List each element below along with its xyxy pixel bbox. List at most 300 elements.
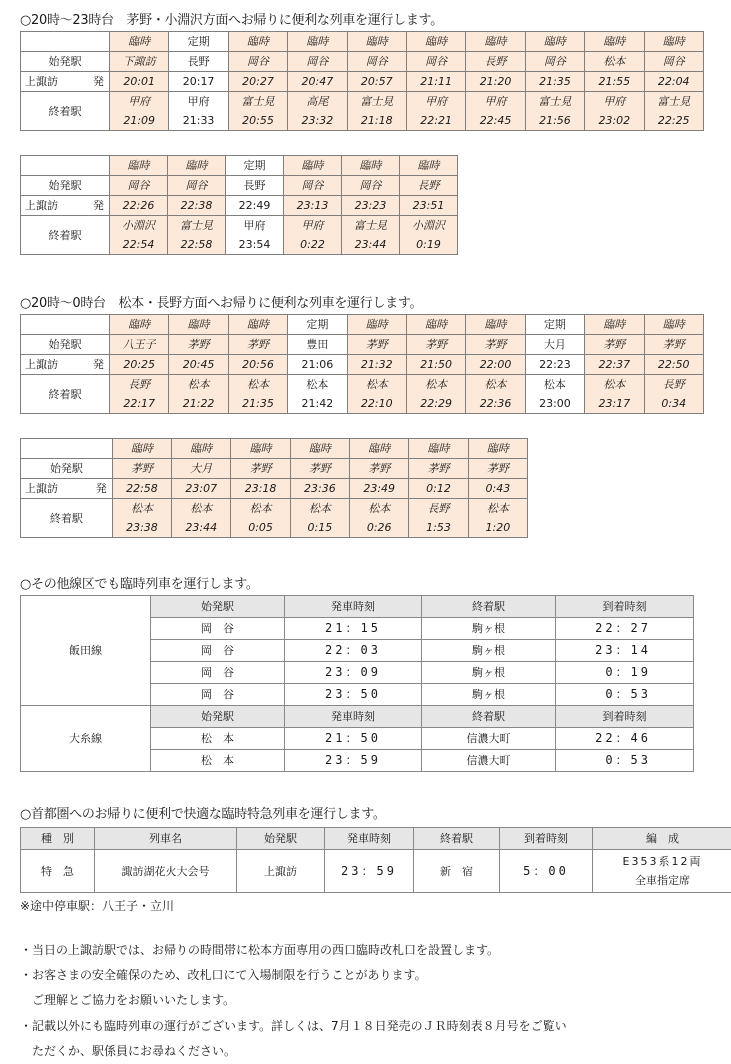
destination-cell (347, 375, 406, 414)
type-cell: 臨時 (110, 156, 168, 176)
destination-station: 富士見 (360, 95, 394, 108)
timetable-kofu-direction-1 (20, 31, 704, 131)
destination-cell (644, 375, 703, 414)
origin-cell: 岡谷 (168, 176, 226, 196)
type-cell: 臨時 (406, 315, 465, 335)
origin-cell: 岡 谷 (151, 684, 285, 706)
destination-station: 富士見 (354, 219, 387, 232)
arrival-time: 21:33 (182, 114, 215, 127)
arrival-time: 21:35 (242, 397, 274, 410)
header-origin: 始発駅 (151, 596, 285, 618)
departure-cell: 0:43 (468, 479, 527, 499)
arrival-time: 1:53 (426, 521, 451, 534)
destination-station: 甲府 (243, 219, 266, 232)
row-origin (21, 52, 704, 72)
departure-cell: 20:25 (110, 355, 169, 375)
origin-cell: 松 本 (151, 750, 285, 772)
header-kind: 種 別 (21, 828, 95, 850)
departure-cell: 22:26 (110, 196, 168, 216)
arrival-time: 0:05 (248, 521, 273, 534)
notice-other-trains: ・記載以外にも臨時列車の運行がございます。詳しくは、7月１８日発売のＪＲ時刻表８月号をご覧い (20, 1019, 567, 1033)
departure-suffix: 発 (95, 482, 107, 495)
destination-station: 松本 (249, 502, 272, 515)
type-cell: 臨時 (110, 315, 169, 335)
destination-cell (112, 499, 171, 538)
arrival-time: 23:44 (354, 238, 387, 251)
arrival-time: 22:10 (360, 397, 393, 410)
destination-cell (406, 375, 465, 414)
type-cell: 臨時 (290, 439, 349, 459)
arrival-time: 22:36 (479, 397, 512, 410)
arrival-time: 21:18 (360, 114, 393, 127)
destination-station: 松本 (543, 378, 566, 391)
departure-cell: 22:37 (585, 355, 644, 375)
origin-cell: 岡 谷 (151, 640, 285, 662)
arrival-time: 21:09 (123, 114, 156, 127)
origin-cell: 上諏訪 (237, 850, 325, 893)
row-destination (21, 499, 528, 538)
destination-station: 甲府 (603, 95, 626, 108)
departure-cell: 23：59 (325, 850, 414, 893)
type-cell: 臨時 (172, 439, 231, 459)
arrival-time: 23:32 (301, 114, 334, 127)
limited-express-table (20, 827, 731, 893)
origin-cell: 茅野 (347, 335, 406, 355)
arrival-time: 23:44 (185, 521, 218, 534)
destination-station: 甲府 (128, 95, 151, 108)
arrival-time: 0:15 (307, 521, 333, 534)
line-name-iida: 飯田線 (21, 596, 151, 706)
origin-label: 始発駅 (21, 176, 110, 196)
destination-station: 富士見 (538, 95, 572, 108)
destination-cell (400, 216, 458, 255)
type-cell: 定期 (525, 315, 584, 335)
departure-cell: 21:11 (406, 72, 465, 92)
departure-cell: 20:47 (288, 72, 347, 92)
destination-cell (110, 92, 169, 131)
departure-cell: 22:49 (226, 196, 284, 216)
departure-cell: 23：09 (285, 662, 422, 684)
origin-cell: 茅野 (350, 459, 409, 479)
row-origin (21, 459, 528, 479)
corner-cell (21, 439, 113, 459)
destination-label: 終着駅 (21, 499, 113, 538)
destination-station: 松本 (246, 378, 269, 391)
destination-cell (226, 216, 284, 255)
row-origin (21, 176, 458, 196)
row-type (21, 439, 528, 459)
arrival-time: 0:34 (661, 397, 687, 410)
iida-header-row (21, 596, 694, 618)
destination-cell (110, 216, 168, 255)
timetable-kofu-direction-2 (20, 155, 458, 255)
departure-cell: 22:58 (112, 479, 171, 499)
departure-label (21, 479, 113, 499)
type-cell: 臨時 (347, 32, 406, 52)
departure-cell: 22：03 (285, 640, 422, 662)
arrival-time: 22:17 (123, 397, 156, 410)
header-row (21, 828, 731, 850)
arrival-time: 22:54 (122, 238, 155, 251)
row-origin (21, 335, 704, 355)
destination-station: 長野 (662, 378, 685, 391)
origin-cell: 茅野 (406, 335, 465, 355)
arrival-time: 23:02 (598, 114, 631, 127)
departure-cell: 22:50 (644, 355, 703, 375)
timetable-matsumoto-direction-2 (20, 438, 528, 538)
destination-cell (228, 375, 287, 414)
destination-station: 富士見 (657, 95, 691, 108)
destination-cell (168, 216, 226, 255)
header-destination: 終着駅 (422, 706, 556, 728)
departure-station: 上諏訪 (25, 75, 58, 88)
destination-cell (585, 375, 644, 414)
destination-cell: 駒ヶ根 (422, 684, 556, 706)
timetable-matsumoto-direction-1 (20, 314, 704, 414)
departure-cell: 20:17 (169, 72, 228, 92)
origin-cell: 大月 (172, 459, 231, 479)
departure-suffix: 発 (93, 358, 104, 371)
arrival-time: 21:22 (182, 397, 215, 410)
origin-cell: 茅野 (466, 335, 525, 355)
destination-station: 松本 (368, 502, 391, 515)
origin-cell: 長野 (466, 52, 525, 72)
departure-cell: 20:57 (347, 72, 406, 92)
destination-station: 松本 (187, 378, 210, 391)
origin-cell: 長野 (226, 176, 284, 196)
destination-station: 富士見 (180, 219, 213, 232)
destination-station: 松本 (425, 378, 448, 391)
destination-cell (169, 92, 228, 131)
header-departure: 発車時刻 (285, 596, 422, 618)
destination-station: 松本 (306, 378, 329, 391)
destination-station: 長野 (128, 378, 151, 391)
type-cell: 臨時 (350, 439, 409, 459)
departure-cell: 20:01 (110, 72, 169, 92)
departure-cell: 23:13 (284, 196, 342, 216)
type-cell: 臨時 (169, 315, 228, 335)
header-origin: 始発駅 (151, 706, 285, 728)
section1-heading: ○20時〜23時台 茅野・小淵沢方面へお帰りに便利な列車を運行します。 (20, 13, 443, 28)
destination-label: 終着駅 (21, 92, 110, 131)
destination-cell: 信濃大町 (422, 728, 556, 750)
departure-cell: 22:23 (525, 355, 584, 375)
origin-cell: 茅野 (231, 459, 290, 479)
type-cell: 臨時 (112, 439, 171, 459)
destination-cell (172, 499, 231, 538)
type-cell: 臨時 (466, 32, 525, 52)
departure-cell: 23:36 (290, 479, 349, 499)
row-departure (21, 355, 704, 375)
destination-cell (466, 375, 525, 414)
type-cell: 臨時 (644, 315, 703, 335)
row-type (21, 32, 704, 52)
origin-cell: 豊田 (288, 335, 347, 355)
arrival-time: 22:25 (657, 114, 690, 127)
type-cell: 臨時 (409, 439, 468, 459)
arrival-cell: 0：19 (556, 662, 694, 684)
departure-cell: 20:45 (169, 355, 228, 375)
departure-cell: 22:00 (466, 355, 525, 375)
arrival-cell: 23：14 (556, 640, 694, 662)
origin-cell: 岡谷 (342, 176, 400, 196)
other-lines-table (20, 595, 694, 772)
type-cell: 臨時 (644, 32, 703, 52)
departure-label (21, 355, 110, 375)
origin-cell: 茅野 (228, 335, 287, 355)
corner-cell (21, 315, 110, 335)
arrival-time: 0:22 (300, 238, 325, 251)
origin-cell: 岡谷 (228, 52, 287, 72)
row-type (21, 315, 704, 335)
type-cell: 臨時 (347, 315, 406, 335)
destination-station: 松本 (486, 502, 509, 515)
origin-cell: 茅野 (468, 459, 527, 479)
row-destination (21, 375, 704, 414)
origin-cell: 岡谷 (110, 176, 168, 196)
departure-cell: 21:50 (406, 355, 465, 375)
header-train-name: 列車名 (95, 828, 237, 850)
origin-cell: 岡 谷 (151, 662, 285, 684)
origin-cell: 下諏訪 (110, 52, 169, 72)
type-cell: 臨時 (288, 32, 347, 52)
arrival-time: 21:56 (539, 114, 571, 127)
departure-cell: 20:56 (228, 355, 287, 375)
corner-cell (21, 156, 110, 176)
type-cell: 臨時 (342, 156, 400, 176)
destination-cell (644, 92, 703, 131)
formation-seats: 全車指定席 (635, 874, 690, 887)
corner-cell (21, 32, 110, 52)
departure-cell: 22:38 (168, 196, 226, 216)
departure-cell: 22:04 (644, 72, 703, 92)
table-row (21, 850, 731, 893)
destination-cell (110, 375, 169, 414)
destination-station: 松本 (603, 378, 626, 391)
origin-cell: 茅野 (169, 335, 228, 355)
departure-cell: 23：59 (285, 750, 422, 772)
type-cell: 臨時 (168, 156, 226, 176)
type-cell: 臨時 (585, 32, 644, 52)
type-cell: 臨時 (468, 439, 527, 459)
row-departure (21, 479, 528, 499)
departure-label (21, 196, 110, 216)
departure-cell: 23:18 (231, 479, 290, 499)
destination-cell: 新 宿 (414, 850, 500, 893)
row-type (21, 156, 458, 176)
departure-cell: 0:12 (409, 479, 468, 499)
train-name-cell: 諏訪湖花火大会号 (95, 850, 237, 893)
notice-west-gate: ・当日の上諏訪駅では、お帰りの時間帯に松本方面専用の西口臨時改札口を設置します。 (20, 943, 500, 957)
destination-cell (169, 375, 228, 414)
destination-cell (284, 216, 342, 255)
header-departure: 発車時刻 (285, 706, 422, 728)
arrival-time: 23:00 (539, 397, 571, 410)
departure-station: 上諏訪 (25, 199, 58, 212)
type-cell: 臨時 (400, 156, 458, 176)
origin-cell: 茅野 (585, 335, 644, 355)
arrival-time: 0:19 (416, 238, 441, 251)
destination-station: 松本 (365, 378, 388, 391)
destination-cell (409, 499, 468, 538)
type-cell: 臨時 (228, 315, 287, 335)
origin-label: 始発駅 (21, 52, 110, 72)
destination-cell (342, 216, 400, 255)
row-departure (21, 196, 458, 216)
formation-cars: E353系12両 (622, 855, 703, 868)
arrival-time: 20:55 (242, 114, 274, 127)
type-cell: 定期 (226, 156, 284, 176)
row-destination (21, 92, 704, 131)
departure-cell: 23:07 (172, 479, 231, 499)
arrival-cell: 0：53 (556, 750, 694, 772)
arrival-time: 21:42 (301, 397, 334, 410)
arrival-time: 23:54 (238, 238, 271, 251)
departure-cell: 21:20 (466, 72, 525, 92)
type-cell: 臨時 (231, 439, 290, 459)
destination-cell (585, 92, 644, 131)
origin-cell: 岡 谷 (151, 618, 285, 640)
destination-cell (347, 92, 406, 131)
destination-station: 松本 (308, 502, 331, 515)
destination-cell: 駒ヶ根 (422, 618, 556, 640)
header-formation: 編 成 (593, 828, 731, 850)
type-cell: 臨時 (585, 315, 644, 335)
destination-cell: 駒ヶ根 (422, 640, 556, 662)
section4-heading: ○首都圏へのお帰りに便利で快適な臨時特急列車を運行します。 (20, 807, 386, 822)
arrival-time: 22:58 (180, 238, 213, 251)
arrival-time: 0:26 (366, 521, 392, 534)
arrival-cell: 22：27 (556, 618, 694, 640)
departure-suffix: 発 (93, 75, 104, 88)
header-arrival: 到着時刻 (556, 706, 694, 728)
section3-heading: ○その他線区でも臨時列車を運行します。 (20, 577, 259, 592)
destination-station: 松本 (484, 378, 507, 391)
type-cell: 臨時 (228, 32, 287, 52)
departure-cell: 23:49 (350, 479, 409, 499)
origin-cell: 岡谷 (288, 52, 347, 72)
destination-cell (525, 375, 584, 414)
destination-station: 松本 (190, 502, 213, 515)
line-name-oito: 大糸線 (21, 706, 151, 772)
destination-cell: 駒ヶ根 (422, 662, 556, 684)
destination-station: 富士見 (241, 95, 275, 108)
arrival-cell: 22：46 (556, 728, 694, 750)
type-cell: 臨時 (525, 32, 584, 52)
origin-cell: 岡谷 (525, 52, 584, 72)
formation-cell (593, 850, 731, 893)
notice-other-trains-cont: ただくか、駅係員にお尋ねください。 (20, 1044, 237, 1058)
departure-cell: 21:55 (585, 72, 644, 92)
row-departure (21, 72, 704, 92)
destination-cell (231, 499, 290, 538)
destination-label: 終着駅 (21, 216, 110, 255)
destination-cell (466, 92, 525, 131)
arrival-time: 23:17 (598, 397, 631, 410)
arrival-time: 23:38 (126, 521, 158, 534)
destination-station: 甲府 (425, 95, 448, 108)
notice-entry-restriction-cont: ご理解とご協力をお願いいたします。 (20, 993, 236, 1007)
departure-cell: 23:51 (400, 196, 458, 216)
notice-entry-restriction: ・お客さまの安全確保のため、改札口にて入場制限を行うことがあります。 (20, 968, 427, 982)
header-departure: 発車時刻 (325, 828, 414, 850)
destination-cell (468, 499, 527, 538)
type-cell: 臨時 (406, 32, 465, 52)
origin-cell: 長野 (400, 176, 458, 196)
destination-station: 小淵沢 (412, 219, 445, 232)
kind-cell: 特 急 (21, 850, 95, 893)
departure-cell: 21:06 (288, 355, 347, 375)
departure-station: 上諏訪 (25, 358, 58, 371)
origin-cell: 岡谷 (347, 52, 406, 72)
origin-cell: 長野 (169, 52, 228, 72)
arrival-time: 22:45 (479, 114, 512, 127)
type-cell: 定期 (169, 32, 228, 52)
origin-cell: 岡谷 (284, 176, 342, 196)
arrival-time: 22:21 (420, 114, 452, 127)
destination-station: 松本 (130, 502, 153, 515)
departure-cell: 21:35 (525, 72, 584, 92)
departure-cell: 23:23 (342, 196, 400, 216)
destination-station: 甲府 (301, 219, 324, 232)
arrival-cell: 5：00 (500, 850, 593, 893)
origin-cell: 茅野 (409, 459, 468, 479)
destination-cell (228, 92, 287, 131)
type-cell: 臨時 (466, 315, 525, 335)
departure-station: 上諏訪 (25, 482, 58, 495)
header-arrival: 到着時刻 (556, 596, 694, 618)
arrival-time: 22:29 (420, 397, 452, 410)
row-destination (21, 216, 458, 255)
destination-cell (288, 92, 347, 131)
departure-cell: 23：50 (285, 684, 422, 706)
intermediate-stops-note: ※途中停車駅：八王子・立川 (20, 899, 175, 913)
arrival-time: 1:20 (485, 521, 511, 534)
type-cell: 臨時 (284, 156, 342, 176)
arrival-cell: 0：53 (556, 684, 694, 706)
destination-cell (350, 499, 409, 538)
header-destination: 終着駅 (414, 828, 500, 850)
section2-heading: ○20時〜0時台 松本・長野方面へお帰りに便利な列車を運行します。 (20, 296, 423, 311)
departure-label (21, 72, 110, 92)
header-arrival: 到着時刻 (500, 828, 593, 850)
destination-station: 小淵沢 (122, 219, 155, 232)
origin-cell: 大月 (525, 335, 584, 355)
destination-station: 高尾 (306, 95, 329, 108)
destination-label: 終着駅 (21, 375, 110, 414)
destination-cell (288, 375, 347, 414)
type-cell: 臨時 (110, 32, 169, 52)
destination-cell (290, 499, 349, 538)
departure-cell: 21：50 (285, 728, 422, 750)
oito-header-row (21, 706, 694, 728)
origin-cell: 岡谷 (644, 52, 703, 72)
origin-cell: 茅野 (290, 459, 349, 479)
departure-suffix: 発 (93, 199, 104, 212)
departure-cell: 21：15 (285, 618, 422, 640)
origin-label: 始発駅 (21, 459, 113, 479)
origin-cell: 茅野 (112, 459, 171, 479)
origin-cell: 岡谷 (406, 52, 465, 72)
origin-cell: 松本 (585, 52, 644, 72)
origin-cell: 八王子 (110, 335, 169, 355)
destination-station: 甲府 (187, 95, 210, 108)
destination-station: 甲府 (484, 95, 507, 108)
destination-cell (406, 92, 465, 131)
departure-cell: 20:27 (228, 72, 287, 92)
origin-cell: 茅野 (644, 335, 703, 355)
destination-station: 長野 (427, 502, 450, 515)
